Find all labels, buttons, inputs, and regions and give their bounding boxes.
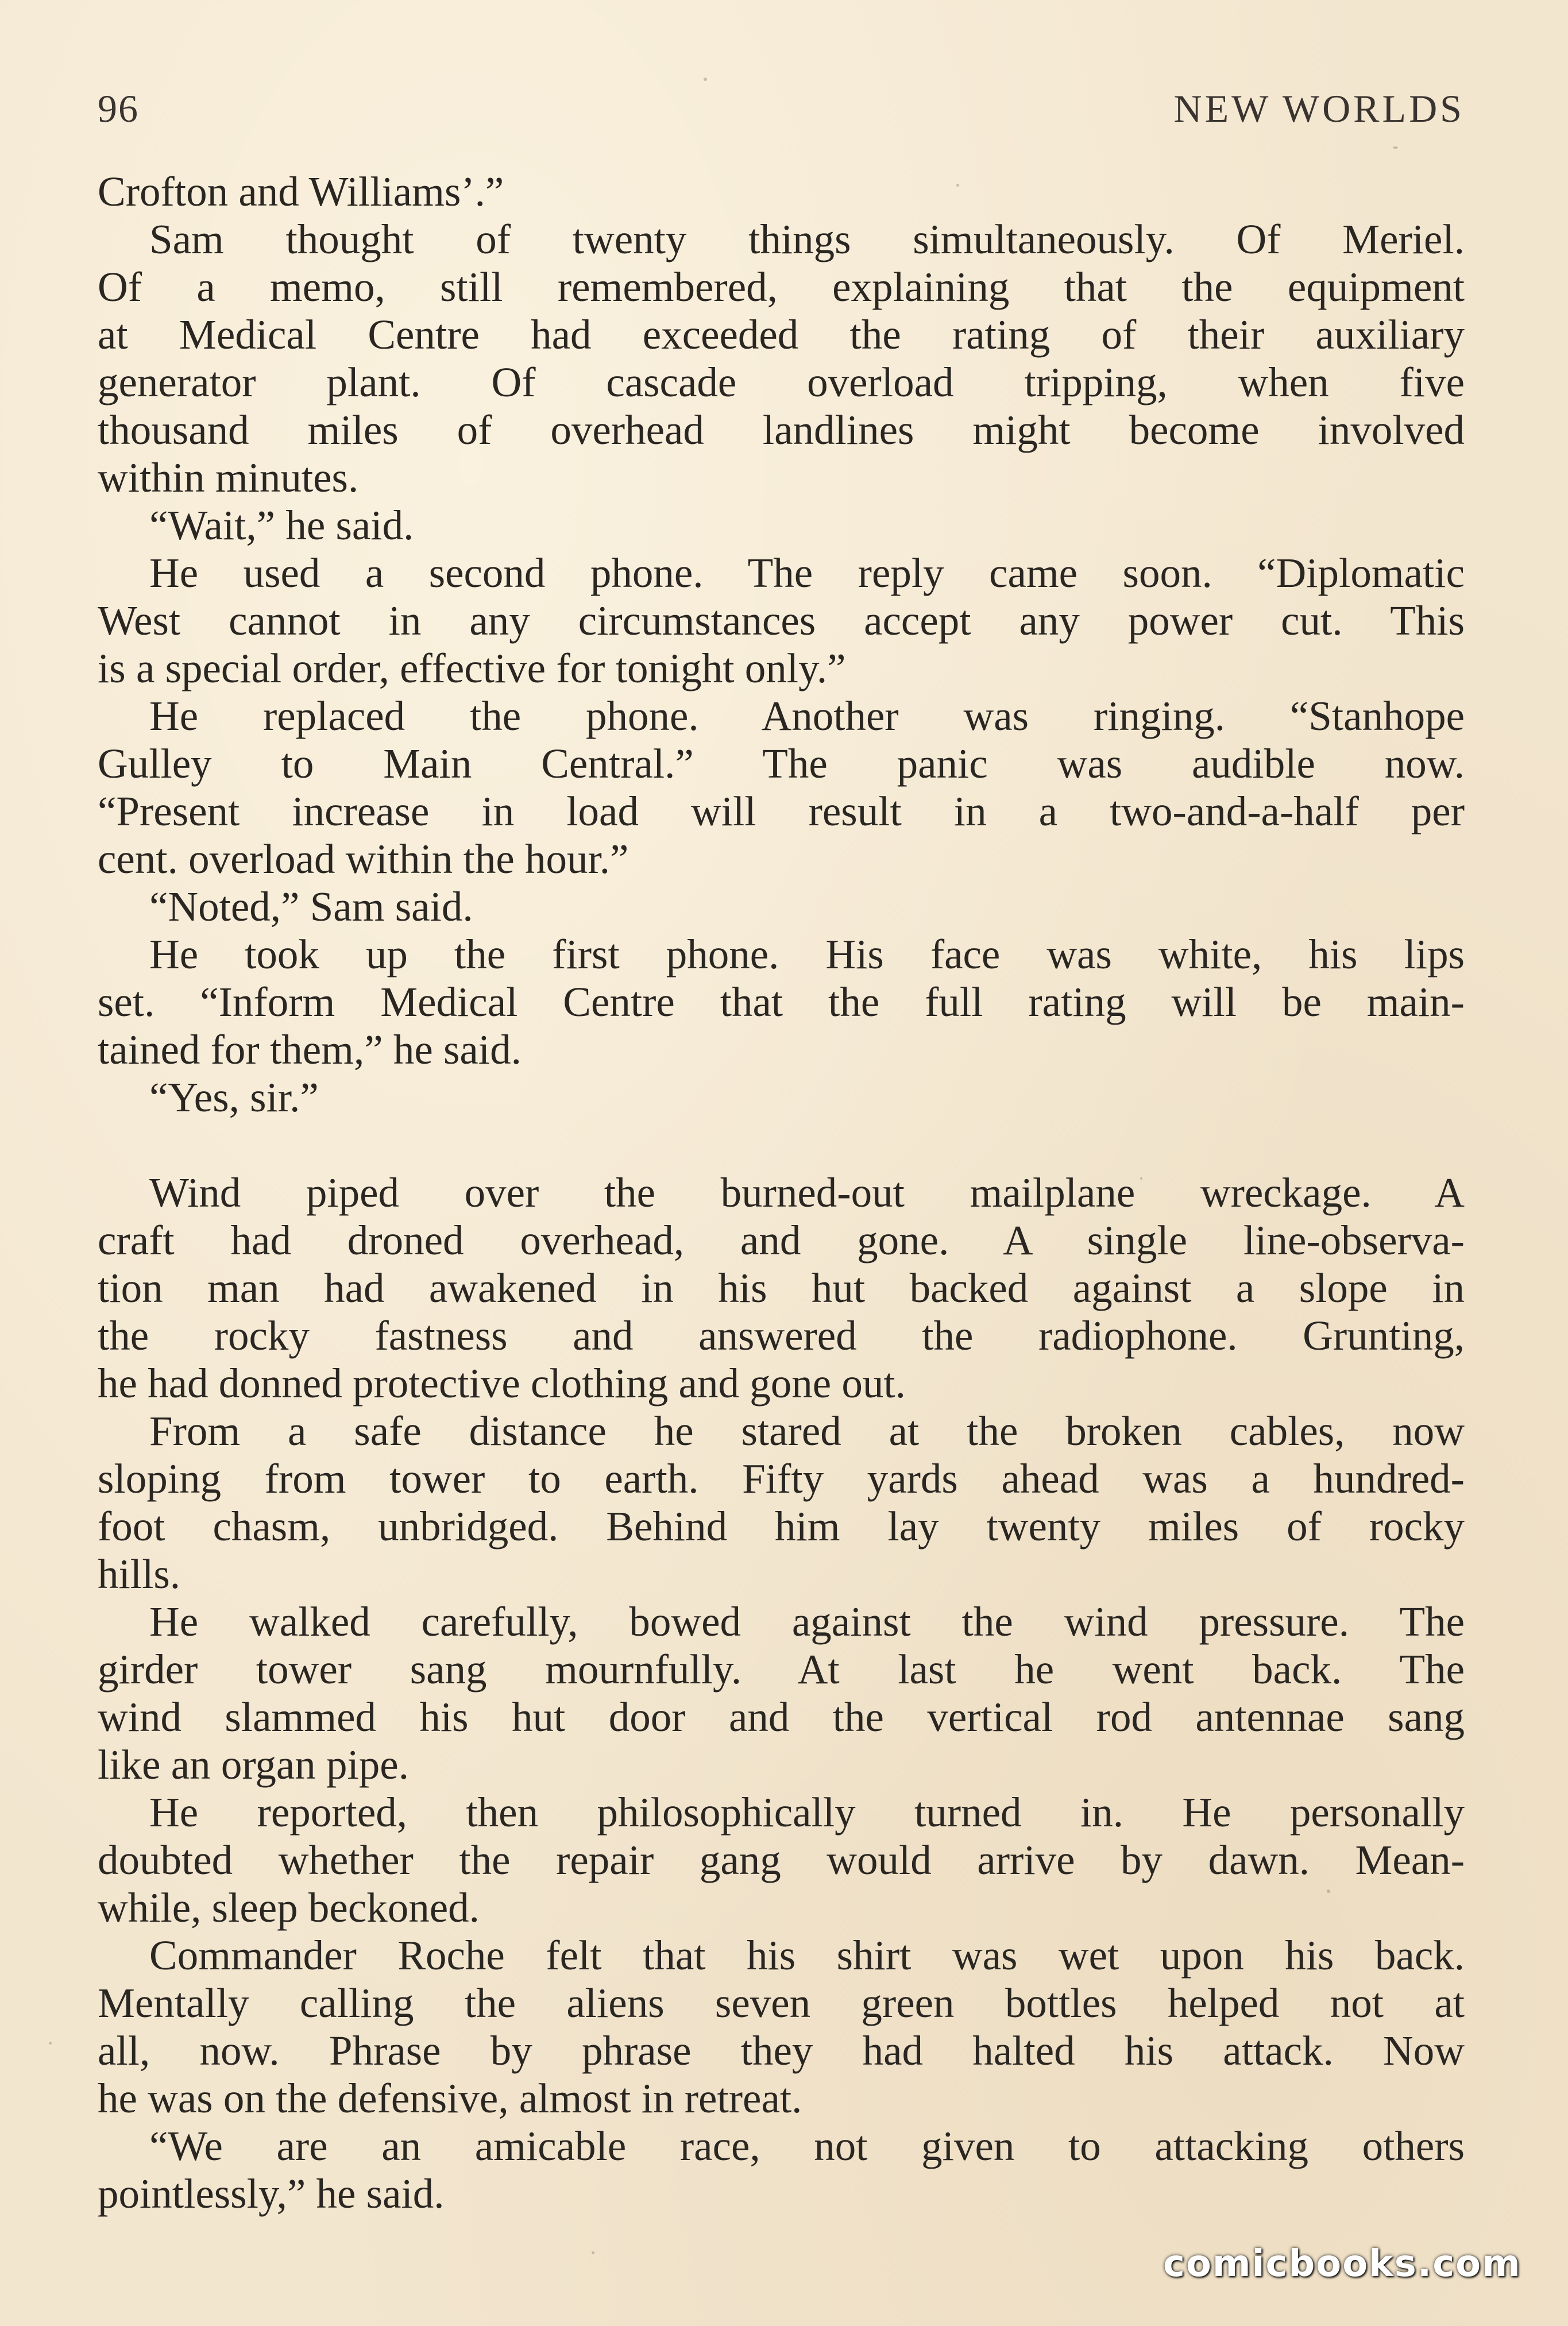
text-line: pointlessly,” he said. bbox=[98, 2170, 445, 2217]
text-line: West cannot in any circumstances accept any power cut. This bbox=[98, 597, 1465, 644]
text-line: all, now. Phrase by phrase they had halted his attack. Now bbox=[98, 2027, 1465, 2074]
text-line: wind slammed his hut door and the vertical rod antennae sang bbox=[98, 1694, 1465, 1740]
text-line: Commander Roche felt that his shirt was wet upon his back. bbox=[149, 1932, 1465, 1979]
text-line: hills. bbox=[98, 1551, 181, 1597]
section-break bbox=[98, 1121, 1465, 1169]
text-line: “Yes, sir.” bbox=[149, 1074, 319, 1121]
text-line: He walked carefully, bowed against the wind pressure. The bbox=[149, 1598, 1465, 1645]
text-line: cent. overload within the hour.” bbox=[98, 836, 629, 882]
paper-speck bbox=[1393, 146, 1398, 149]
text-line: thousand miles of overhead landlines might become involved bbox=[98, 407, 1465, 453]
text-line: within minutes. bbox=[98, 454, 359, 501]
text-line: Mentally calling the aliens seven green bottles helped not at bbox=[98, 1980, 1465, 2026]
text-line: Wind piped over the burned-out mailplane wreckage. A bbox=[149, 1169, 1465, 1216]
text-line: “Wait,” he said. bbox=[149, 502, 414, 548]
text-line: “We are an amicable race, not given to attacking others bbox=[149, 2123, 1465, 2169]
text-line: Of a memo, still remembered, explaining that the equipment bbox=[98, 264, 1465, 310]
paper-speck bbox=[704, 78, 707, 81]
text-line: “Noted,” Sam said. bbox=[149, 883, 473, 930]
text-line: at Medical Centre had exceeded the rating of their auxiliary bbox=[98, 311, 1465, 358]
text-line: he was on the defensive, almost in retreat. bbox=[98, 2075, 802, 2122]
text-line: He used a second phone. The reply came soon. “Diplomatic bbox=[149, 550, 1465, 596]
story-text bbox=[98, 168, 1465, 2217]
text-line: tion man had awakened in his hut backed against a slope in bbox=[98, 1265, 1465, 1311]
text-line: He took up the first phone. His face was white, his lips bbox=[149, 931, 1465, 977]
text-line: foot chasm, unbridged. Behind him lay twenty miles of rocky bbox=[98, 1503, 1465, 1550]
running-head: NEW WORLDS bbox=[1173, 87, 1465, 130]
text-line: like an organ pipe. bbox=[98, 1741, 409, 1788]
watermark: comicbooks.com bbox=[1163, 2243, 1521, 2285]
text-line: craft had droned overhead, and gone. A single line-observa- bbox=[98, 1217, 1465, 1264]
text-line: girder tower sang mournfully. At last he went back. The bbox=[98, 1646, 1465, 1693]
text-line: tained for them,” he said. bbox=[98, 1026, 522, 1073]
text-line: is a special order, effective for tonight only.” bbox=[98, 645, 846, 691]
text-line: he had donned protective clothing and gone out. bbox=[98, 1360, 906, 1407]
text-line: while, sleep beckoned. bbox=[98, 1884, 480, 1931]
text-line: “Present increase in load will result in a two-and-a-half per bbox=[98, 788, 1465, 834]
paper-speck bbox=[592, 2251, 594, 2254]
text-line: From a safe distance he stared at the broken cables, now bbox=[149, 1408, 1465, 1454]
text-line: Gulley to Main Central.” The panic was audible now. bbox=[98, 740, 1465, 787]
text-line: doubted whether the repair gang would arrive by dawn. Mean- bbox=[98, 1837, 1465, 1883]
page-header bbox=[98, 86, 1465, 138]
paper-speck bbox=[49, 2042, 52, 2045]
page-number: 96 bbox=[98, 87, 139, 130]
text-line: He replaced the phone. Another was ringing. “Stanhope bbox=[149, 693, 1465, 739]
text-line: Crofton and Williams’.” bbox=[98, 168, 504, 215]
text-line: the rocky fastness and answered the radiophone. Grunting, bbox=[98, 1312, 1465, 1359]
text-line: Sam thought of twenty things simultaneously. Of Meriel. bbox=[149, 216, 1465, 262]
text-line: He reported, then philosophically turned in. He personally bbox=[149, 1789, 1465, 1836]
text-line: sloping from tower to earth. Fifty yards ahead was a hundred- bbox=[98, 1455, 1465, 1502]
text-line: generator plant. Of cascade overload tripping, when five bbox=[98, 359, 1465, 405]
text-line: set. “Inform Medical Centre that the full rating will be main- bbox=[98, 979, 1465, 1025]
